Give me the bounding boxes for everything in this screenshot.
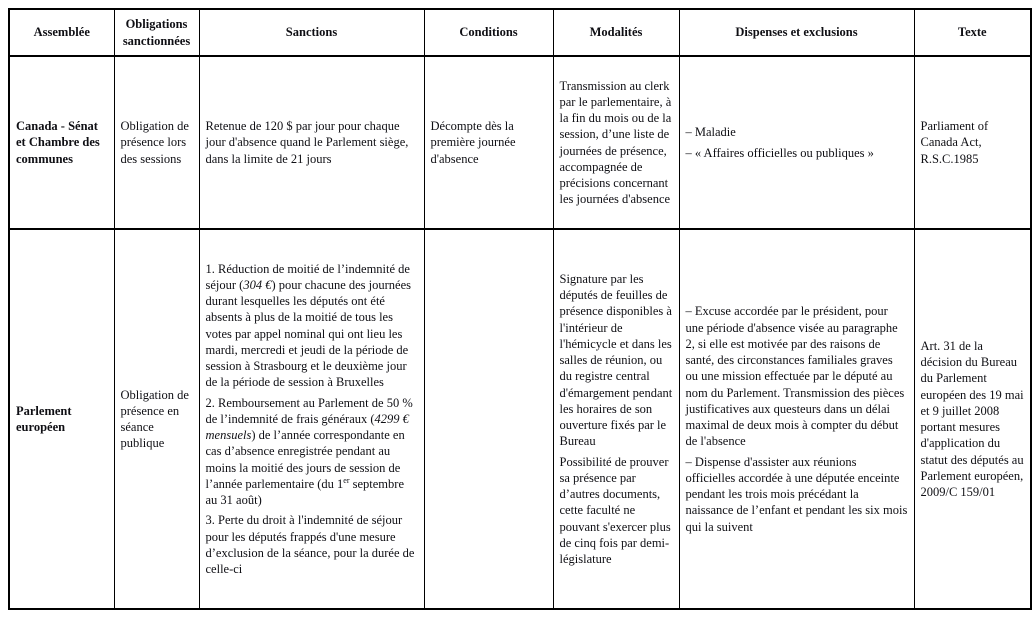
sanction-item-3: 3. Perte du droit à l'indemnité de séjour pour les députés frappés d'une mesure d’exclusion de la séance, pour la durée de celle-ci: [205, 513, 415, 577]
row-parlement-europeen: [9, 229, 1031, 609]
sanction-2-text-cont: ) de l’année correspondante en cas d’absence enregistrée pendant au moins la moitié des jours de session de l’année parlementaire (du 1: [205, 428, 405, 491]
sanction-2-text-end: septembre au 31 août): [205, 476, 404, 508]
canada-assemblee-cell: Canada - Sénat et Chambre des communes: [9, 56, 114, 229]
canada-texte-cell: Parliament of Canada Act, R.S.C.1985: [914, 56, 1031, 229]
pe-modalites-cell: [553, 229, 679, 609]
header-modalites: Modalités: [553, 9, 679, 56]
header-row: [9, 9, 1031, 56]
header-assemblee: Assemblée: [9, 9, 114, 56]
sanction-item-2: [206, 395, 418, 509]
sanction-1-text: 1. Réduction de moitié de l’indemnité de séjour (: [205, 261, 410, 292]
header-sanctions: Sanctions: [199, 9, 424, 56]
sanction-2-text: 2. Remboursement au Parlement de 50 % de l’indemnité de frais généraux (: [205, 395, 413, 426]
modalite-item: Possibilité de prouver sa présence par d’autres documents, cette faculté ne pouvant s'exercer plus de cinq fois par demi-législature: [559, 454, 671, 566]
pe-obligations-cell: Obligation de présence en séance publique: [114, 229, 199, 609]
dispense-item: – Dispense d'assister aux réunions officielles accordée à une députée enceinte pendant les trois mois précédant la naissance de l’enfant et pendant les six mois qui la suivent: [685, 454, 908, 534]
sanction-1-text-cont: ) pour chacune des journées durant lesquelles les députés ont été absents à plus de la moitié de tous les votes par appel nominal qui ont lieu les mardi, mercredi et jeudi de la période de session à Strasbourg et le deuxième jour de la période de session à Bruxelles: [205, 277, 411, 390]
dispense-item: – Maladie: [685, 125, 736, 140]
header-dispenses-et-exclusions: Dispenses et exclusions: [679, 9, 914, 56]
sanction-1-amount: 304 €: [243, 277, 272, 292]
sanction-item-1: [206, 261, 418, 391]
header-texte: Texte: [914, 9, 1031, 56]
canada-sanctions-cell: Retenue de 120 $ par jour pour chaque jour d'absence quand le Parlement siège, dans la limite de 21 jours: [199, 56, 424, 229]
pe-dispenses-cell: [679, 229, 914, 609]
dispense-item: – « Affaires officielles ou publiques »: [685, 145, 874, 160]
pe-sanctions-cell: [199, 229, 424, 609]
sanction-2-amount: 4299 € mensuels: [205, 411, 409, 443]
header-conditions: Conditions: [424, 9, 553, 56]
ordinal-superscript: er: [343, 475, 350, 485]
header-obligations-sanctionnees: Obligations sanctionnées: [114, 9, 199, 56]
sanctions-comparison-table: [8, 8, 1032, 610]
dispense-item: – Excuse accordée par le président, pour une période d'absence visée au paragraphe 2, si elle est motivée par des raisons de santé, des circonstances familiales graves ou une mission effectuée par le député au nom du Parlement. Transmission des pièces justificatives aux questeurs dans un délai maximal de deux mois à compter du début de l'absence: [685, 304, 905, 449]
pe-texte-cell: Art. 31 de la décision du Bureau du Parlement européen des 19 mai et 9 juillet 2008 portant mesures d'application du statut des députés au Parlement européen, 2009/C 159/01: [914, 229, 1031, 609]
canada-conditions-cell: Décompte dès la première journée d'absence: [424, 56, 553, 229]
row-canada: [9, 56, 1031, 229]
canada-obligations-cell: Obligation de présence lors des sessions: [114, 56, 199, 229]
canada-dispenses-cell: [679, 56, 914, 229]
pe-assemblee-cell: Parlement européen: [9, 229, 114, 609]
canada-modalites-cell: Transmission au clerk par le parlementaire, à la fin du mois ou de la session, d’une liste de journées de présence, accompagnée de précisions concernant les journées d'absence: [553, 56, 679, 229]
modalite-item: Signature par les députés de feuilles de présence disponibles à l'intérieur de l'hémicycle et dans les salles de réunion, ou du registre central d'émargement pendant les horaires de son ouverture fixés par le Bureau: [559, 271, 673, 449]
pe-conditions-cell: [424, 229, 553, 609]
